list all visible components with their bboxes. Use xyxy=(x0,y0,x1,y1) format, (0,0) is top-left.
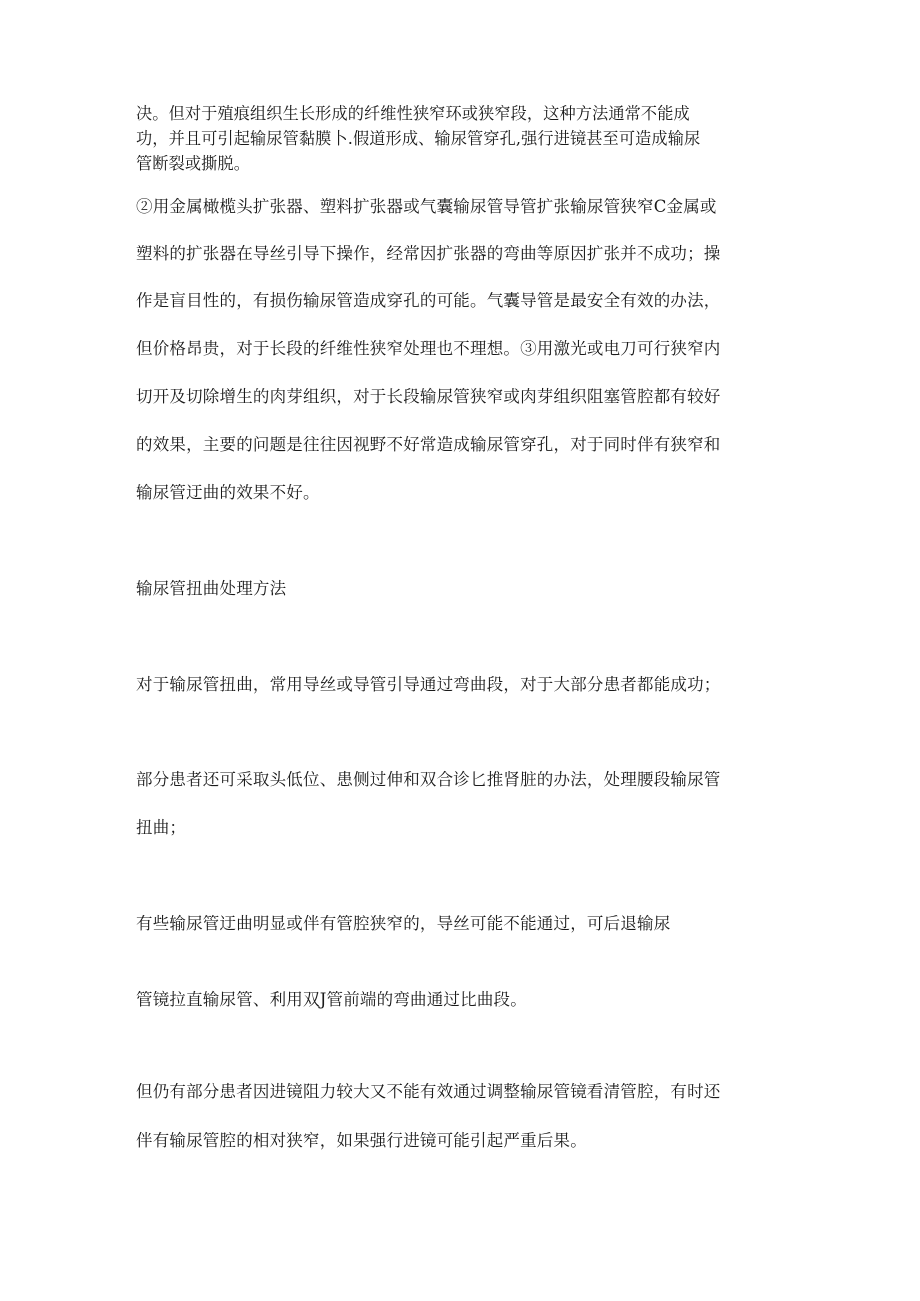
text-line: 管镜拉直输尿管、利用双J管前端的弯曲通过比曲段。 xyxy=(136,990,527,1009)
text-line: 塑料的扩张器在导丝引导下操作，经常因扩张器的弯曲等原因扩张并不成功；操 xyxy=(136,244,721,263)
text-line: 但仍有部分患者因进镜阻力较大又不能有效通过调整输尿管镜看清管腔，有时还 xyxy=(136,1082,721,1101)
text-line: 管断裂或撕脱。 xyxy=(136,154,251,173)
text-line: 但价格昂贵，对于长段的纤维性狭窄处理也不理想。③用激光或电刀可行狭窄内 xyxy=(136,339,721,358)
text-line: 的效果，主要的问题是往往因视野不好常造成输尿管穿孔，对于同时伴有狭窄和 xyxy=(136,435,721,454)
text-line: 有些输尿管迂曲明显或伴有管腔狭窄的，导丝可能不能通过，可后退输尿 xyxy=(136,914,671,933)
text-line: 输尿管迂曲的效果不好。 xyxy=(136,483,320,502)
text-line: 功，并且可引起输尿管黏膜卜.假道形成、输尿管穿孔,强行进镜甚至可造成输尿 xyxy=(136,129,701,148)
text-line: 对于输尿管扭曲，常用导丝或导管引导通过弯曲段，对于大部分患者都能成功； xyxy=(136,675,721,694)
text-line: 部分患者还可采取头低位、患侧过伸和双合诊匕推肾脏的办法，处理腰段输尿管 xyxy=(136,770,721,789)
text-line: ②用金属橄榄头扩张器、塑料扩张器或气囊输尿管导管扩张输尿管狭窄C金属或 xyxy=(136,197,717,216)
section-heading: 输尿管扭曲处理方法 xyxy=(136,579,287,598)
text-line: 伴有输尿管腔的相对狭窄，如果强行进镜可能引起严重后果。 xyxy=(136,1131,587,1150)
text-line: 决。但对于殖痕组织生长形成的纤维性狭窄环或狭窄段，这种方法通常不能成 xyxy=(136,104,690,123)
text-line: 切开及切除增生的肉芽组织，对于长段输尿管狭窄或肉芽组织阻塞管腔都有较好 xyxy=(136,387,721,406)
text-line: 扭曲； xyxy=(136,818,187,837)
text-line: 作是盲目性的，有损伤输尿管造成穿孔的可能。气囊导管是最安全有效的办法， xyxy=(136,291,721,310)
